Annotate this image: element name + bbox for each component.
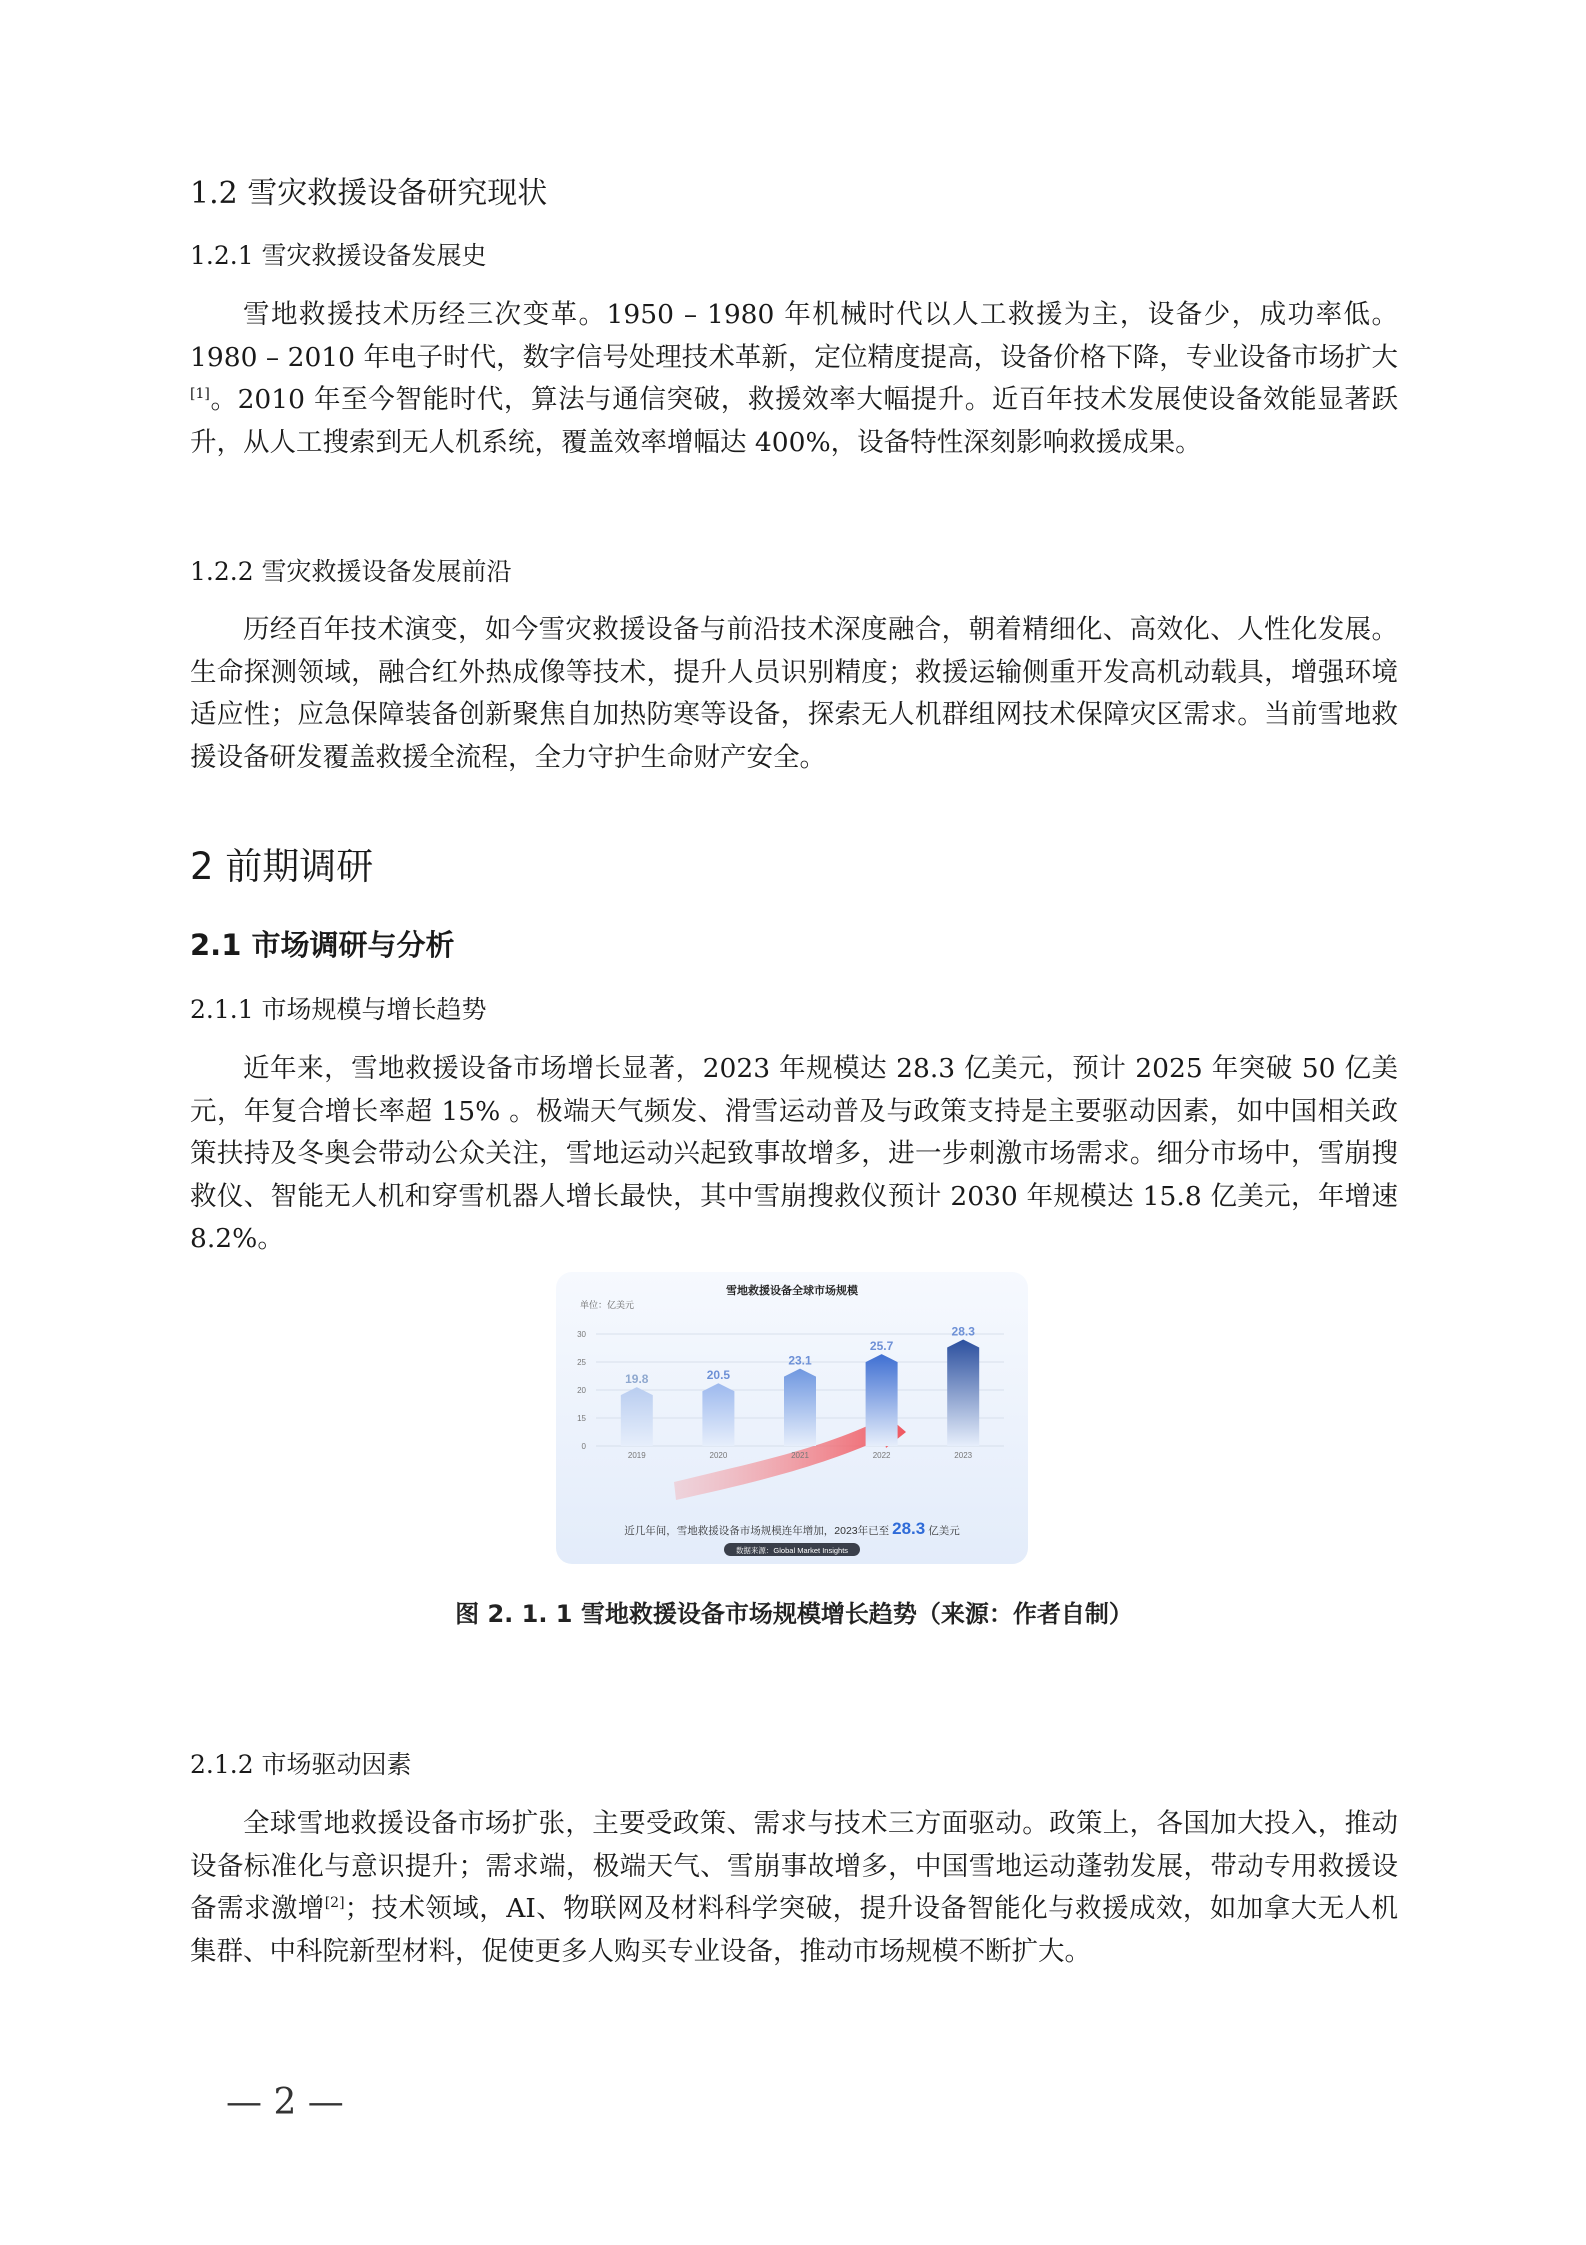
section-2-1-2-title: 2.1.2 市场驱动因素 [190, 1750, 412, 1779]
paragraph-text: 全球雪地救援设备市场扩张，主要受政策、需求与技术三方面驱动。政策上，各国加大投入，推动设备标准化与意识提升；需求端，极端天气、雪崩事故增多，中国雪地运动蓬勃发展，带动专用救援设备需求激增 [190, 1808, 1398, 1924]
paragraph-text: 。2010 年至今智能时代，算法与通信突破，救援效率大幅提升。近百年技术发展使设备效能显著跃升，从人工搜索到无人机系统，覆盖效率增幅达 400%，设备特性深刻影响救援成果。 [190, 384, 1398, 458]
chart-footer-unit: 亿美元 [928, 1525, 960, 1537]
bar-value-label: 19.8 [625, 1372, 649, 1387]
paragraph-text: ；技术领域，AI、物联网及材料科学突破，提升设备智能化与救援成效，如加拿大无人机集群、中科院新型材料，促使更多人购买专业设备，推动市场规模不断扩大。 [190, 1893, 1398, 1967]
y-tick-label: 20 [577, 1386, 586, 1395]
bar-2021 [784, 1369, 816, 1446]
y-tick-label: 30 [577, 1330, 586, 1339]
x-tick-label: 2023 [954, 1451, 973, 1460]
chart-footer-value: 28.3 [892, 1519, 926, 1538]
section-1-2-2-title: 1.2.2 雪灾救援设备发展前沿 [190, 557, 512, 586]
y-tick-label: 15 [577, 1414, 586, 1423]
bar-value-label: 20.5 [706, 1368, 731, 1383]
chapter-2-title: 2 前期调研 [190, 845, 374, 888]
y-tick-label: 25 [577, 1358, 586, 1367]
bar-value-label: 28.3 [951, 1324, 975, 1339]
bar-2022 [866, 1354, 898, 1446]
section-1-2-title: 1.2 雪灾救援设备研究现状 [190, 176, 548, 211]
paragraph-text: 雪地救援技术历经三次变革。1950 – 1980 年机械时代以人工救援为主，设备少，成功率低。1980 – 2010 年电子时代，数字信号处理技术革新，定位精度提高，设备价格下降，专业设备市场扩大 [190, 299, 1398, 373]
chart-svg [556, 1272, 1028, 1564]
bar-value-label: 23.1 [788, 1353, 812, 1368]
x-tick-label: 2021 [791, 1451, 809, 1460]
section-1-2-2-paragraph [190, 609, 1398, 779]
chart-footer-text: 近几年间，雪地救援设备市场规模连年增加，2023年已至 [624, 1525, 890, 1537]
figure-caption: 图 2. 1. 1 雪地救援设备市场规模增长趋势（来源：作者自制） [455, 1600, 1133, 1628]
citation-ref[interactable]: [2] [324, 1895, 345, 1911]
x-tick-label: 2020 [709, 1451, 728, 1460]
section-2-1-title: 2.1 市场调研与分析 [190, 928, 455, 962]
x-tick-label: 2022 [872, 1451, 891, 1460]
chart-title: 雪地救援设备全球市场规模 [726, 1285, 858, 1297]
x-tick-label: 2019 [627, 1451, 646, 1460]
bar-2020 [702, 1383, 734, 1446]
bar-2023 [947, 1340, 979, 1446]
section-1-2-1-title: 1.2.1 雪灾救援设备发展史 [190, 241, 487, 270]
chart-unit-label: 单位：亿美元 [580, 1300, 635, 1310]
bar-value-label: 25.7 [869, 1339, 894, 1354]
section-1-2-1-paragraph [190, 294, 1398, 464]
section-2-1-1-paragraph [190, 1048, 1398, 1261]
market-size-chart [556, 1272, 1028, 1564]
bar-2019 [621, 1387, 653, 1446]
paragraph-text: 近年来，雪地救援设备市场增长显著，2023 年规模达 28.3 亿美元，预计 2025 年突破 50 亿美元，年复合增长率超 15% 。极端天气频发、滑雪运动普及与政策支持是主要驱动因素，如中国相关政策扶持及冬奥会带动公众关注，雪地运动兴起致事故增多，进一步刺激市场需求。细分市场中，雪崩搜救仪、智能无人机和穿雪机器人增长最快，其中雪崩搜救仪预计 2030 年规模达 15.8 亿美元，年增速 8.2%。 [190, 1053, 1398, 1254]
page-number: — 2 — [226, 2082, 344, 2123]
paragraph-text: 历经百年技术演变，如今雪灾救援设备与前沿技术深度融合，朝着精细化、高效化、人性化发展。生命探测领域，融合红外热成像等技术，提升人员识别精度；救援运输侧重开发高机动载具，增强环境适应性；应急保障装备创新聚焦自加热防寒等设备，探索无人机群组网技术保障灾区需求。当前雪地救援设备研发覆盖救援全流程，全力守护生命财产安全。 [190, 614, 1398, 773]
section-2-1-1-title: 2.1.1 市场规模与增长趋势 [190, 995, 487, 1024]
citation-ref[interactable]: [1] [190, 386, 210, 402]
y-tick-label: 0 [581, 1442, 586, 1451]
section-2-1-2-paragraph [190, 1803, 1398, 1973]
chart-source-text: 数据来源：Global Market Insights [735, 1546, 849, 1555]
